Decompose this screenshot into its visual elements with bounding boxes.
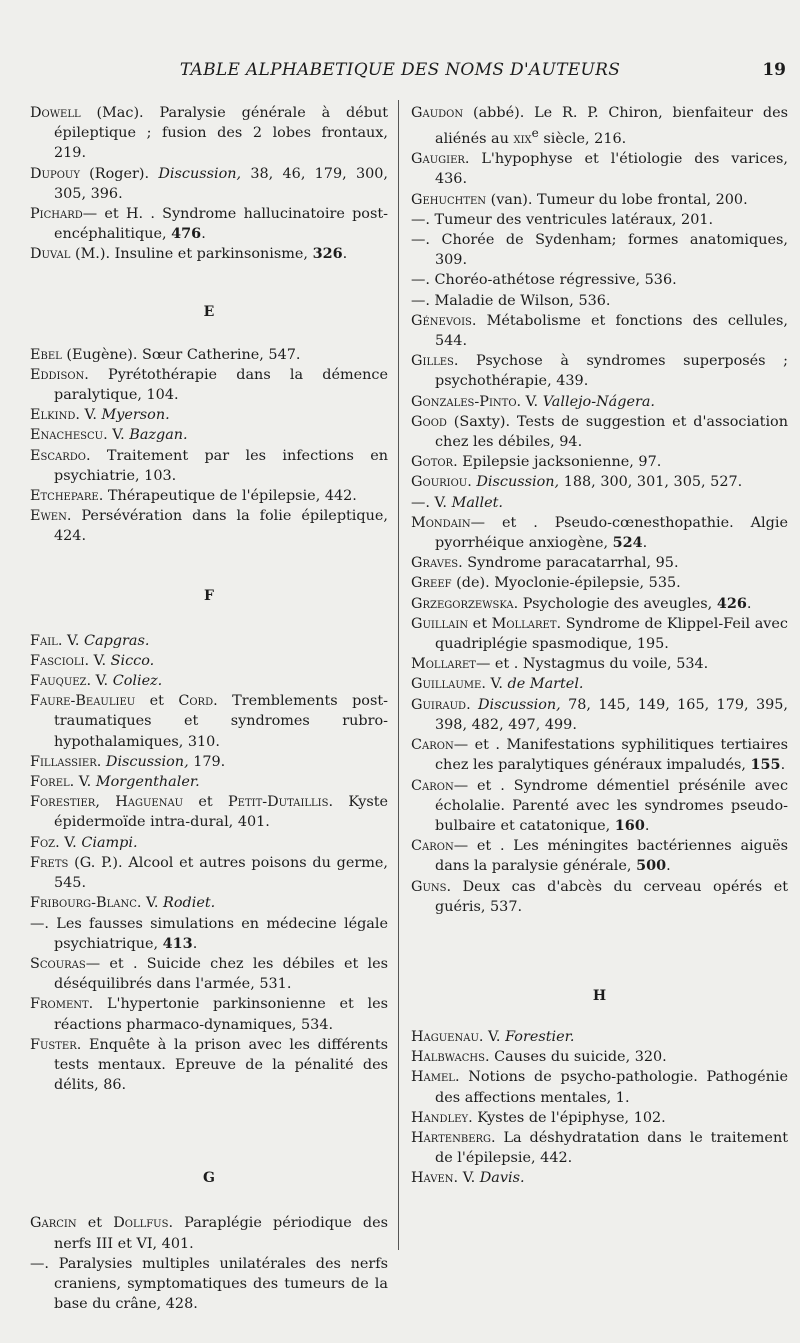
section-letter-f: F (204, 587, 214, 604)
index-entry (411, 836, 788, 876)
author-name: Frets (30, 854, 69, 871)
running-title: TABLE ALPHABETIQUE DES NOMS D'AUTEURS (179, 60, 621, 80)
index-entry (411, 291, 788, 311)
entry-text: . Enquête à la prison avec les différents tests mentaux. Epreuve de la pénalité des délits, 86. (54, 1036, 388, 1094)
page-ref-bold: 160 (614, 816, 645, 834)
index-entry (411, 594, 788, 614)
author-name: Caron (411, 737, 454, 754)
author-name: Mollaret (411, 656, 476, 673)
entry-text: . L'hypophyse et l'étiologie des varices, 436. (435, 151, 788, 188)
index-entry (411, 1128, 788, 1168)
entry-text: . V. (103, 427, 130, 444)
cross-reference: Mallet. (451, 494, 503, 511)
entry-text: (van). Tumeur du lobe frontal, 200. (486, 191, 748, 208)
index-entry (411, 1027, 788, 1047)
author-name: Pichard (30, 206, 83, 223)
entry-text: — et (470, 514, 534, 531)
century-numeral: xix (513, 131, 532, 147)
author-name: Eddison (30, 366, 85, 383)
entry-text: . (192, 935, 198, 952)
author-name: Gilles (411, 353, 454, 370)
entry-text: , (95, 794, 116, 811)
entry-text: —. Les fausses simulations en médecine légale psychiatrique, (30, 915, 388, 952)
author-name: Ewen (30, 508, 67, 525)
entry-text: (Eugène). Sœur Catherine, 547. (61, 346, 301, 363)
entry-text: . V. (516, 393, 543, 410)
entry-text: . Les méningites bactériennes aiguës dans la paralysie générale, (435, 838, 789, 875)
right-column (411, 103, 788, 1189)
entry-text: — et (453, 777, 501, 794)
index-entry (30, 486, 388, 506)
author-name: Fauquez (30, 673, 87, 690)
entry-text: . (642, 535, 648, 552)
author-name: Scouras (30, 955, 86, 972)
entry-text: . V. (453, 1170, 480, 1187)
section-letter-g: G (203, 1170, 215, 1187)
index-entry (30, 103, 388, 164)
index-entry (30, 954, 388, 994)
section-letter-e: E (203, 303, 215, 320)
author-name: Etchepare (30, 488, 99, 505)
index-entry (411, 472, 788, 492)
author-name: Caron (411, 777, 454, 794)
author-name: Mondain (411, 514, 471, 531)
cross-reference: Vallejo-Nágera. (542, 393, 656, 410)
entry-text: . V. (57, 632, 84, 649)
entry-text: . Syndrome démentiel présénile avec écholalie. Parenté avec les syndromes pseudo-bulbaire et catatonique, (435, 777, 789, 834)
index-entry (411, 1168, 788, 1188)
entry-text: . (342, 246, 348, 263)
cross-reference: Capgras. (84, 632, 150, 649)
author-name: Duval (30, 246, 71, 263)
entry-text: . Persévération dans la folie épileptique, 424. (54, 508, 388, 545)
author-name: Fillassier (30, 753, 97, 770)
coauthor-name: Cord (178, 693, 214, 710)
entry-text: . V. (75, 407, 102, 424)
entry-text: . Epilepsie jacksonienne, 97. (453, 454, 662, 471)
index-entry (411, 674, 788, 694)
author-name: Gonzales-Pinto (411, 393, 517, 410)
entry-text: . Nystagmus du voile, 534. (513, 656, 709, 673)
index-entry (411, 654, 788, 674)
author-name: Fail (30, 632, 58, 649)
section-letter-h: H (592, 987, 607, 1004)
page-ref-bold: 426 (716, 594, 747, 612)
cross-reference: Ciampi. (81, 834, 138, 851)
index-entry (30, 631, 388, 651)
author-name: Guiraud (411, 696, 467, 713)
cross-reference: Discussion, (476, 474, 560, 491)
entry-text: . (644, 817, 650, 834)
entry-text: . V. (55, 834, 82, 851)
author-name: Ebel (30, 346, 62, 363)
index-entry (411, 1067, 788, 1107)
index-entry (30, 691, 388, 752)
entry-text: et (135, 693, 179, 710)
index-entry (411, 412, 788, 452)
index-entry (411, 452, 788, 472)
entry-text: . Deux cas d'abcès du cerveau opérés et guéris, 537. (435, 878, 788, 915)
author-name: Grzegorzewska (411, 595, 514, 612)
author-name: Guillaume (411, 676, 482, 693)
page-ref-bold: 524 (612, 534, 643, 552)
entry-text: . V. (478, 1028, 506, 1045)
page-header (0, 60, 800, 86)
entry-text: — et (453, 737, 496, 754)
index-entry (30, 405, 388, 425)
index-entry (30, 752, 388, 772)
author-name: Froment (30, 996, 89, 1013)
entry-text: . (780, 757, 786, 774)
entry-text: et (183, 794, 228, 811)
author-name: Graves (411, 555, 459, 572)
entry-text: —. Paralysies multiples unilatérales des nerfs craniens, symptomatiques des tumeurs de la base du crâne, 428. (30, 1255, 388, 1313)
index-entry (411, 1108, 788, 1128)
index-entry (30, 506, 388, 546)
page-ref-bold: 155 (750, 756, 781, 774)
cross-reference: Bazgan. (129, 427, 188, 444)
entry-text: et (76, 1215, 114, 1232)
entry-text: — et (453, 838, 500, 855)
index-entry (411, 270, 788, 290)
author-name: Génevois (411, 312, 472, 329)
index-entry (30, 994, 388, 1034)
entry-text: (Saxty). Tests de suggestion et d'association chez les débiles, 94. (435, 413, 788, 451)
page-number: 19 (762, 60, 786, 80)
index-entry (30, 914, 388, 954)
author-name: Fribourg-Blanc (30, 895, 137, 912)
entry-text: et (468, 615, 492, 632)
author-name: Gaudon (411, 105, 464, 121)
author-name: Elkind (30, 407, 76, 424)
author-name: Greef (411, 575, 452, 592)
entry-text: . Syndrome hallucinatoire post-encéphalitique, (54, 206, 388, 243)
index-entry (30, 893, 388, 913)
author-name: Gouriou (411, 474, 468, 491)
author-name: Haguenau (411, 1028, 479, 1045)
coauthor-name: Petit-Dutaillis (228, 794, 329, 811)
index-entry (411, 210, 788, 230)
entry-text: 78, 145, 149, 165, 179, 395, 398, 482, 497, 499. (435, 696, 788, 733)
index-entry (30, 1035, 388, 1096)
entry-text: . Pyrétothérapie dans la démence paralytique, 104. (54, 366, 388, 404)
index-entry (30, 425, 388, 445)
entry-text: —. Chorée de Sydenham; formes anatomiques, 309. (411, 232, 788, 269)
entry-text: . V. (69, 774, 96, 791)
author-name: Hamel (411, 1069, 455, 1086)
entry-text: . Métabolisme et fonctions des cellules, 544. (435, 312, 788, 350)
cross-reference: Morgenthaler. (95, 774, 200, 791)
entry-text: — et (85, 955, 133, 972)
author-name: Hartenberg (411, 1129, 492, 1146)
entry-text: siècle, 216. (538, 131, 627, 147)
entry-text: —. Choréo-athétose régressive, 536. (411, 272, 677, 289)
cross-reference: Rodiet. (163, 895, 216, 912)
entry-text: (G. P.). Alcool et autres poisons du germe, 545. (54, 854, 388, 892)
cross-reference: de Martel. (507, 676, 584, 693)
entry-text: . Syndrome paracatarrhal, 95. (458, 555, 679, 572)
superscript: e (531, 126, 539, 141)
index-entry (411, 149, 788, 189)
entry-text: . (201, 226, 206, 243)
index-entry (30, 1254, 388, 1315)
entry-text: . Psychologie des aveugles, (513, 595, 717, 612)
cross-reference: Davis. (479, 1170, 525, 1187)
index-entry (411, 513, 788, 553)
page-ref-bold: 413 (162, 934, 193, 952)
author-name: Escardo (30, 447, 86, 464)
cross-reference: Discussion, (105, 753, 189, 770)
entry-text: . Suicide chez les débiles et les déséquilibrés dans l'armée, 531. (54, 955, 389, 993)
entry-text: . Kystes de l'épiphyse, 102. (468, 1109, 666, 1126)
entry-text: (M.). Insuline et parkinsonisme, (70, 246, 313, 263)
entry-text: . Causes du suicide, 320. (485, 1049, 667, 1066)
index-entry (411, 493, 788, 513)
index-entry (30, 792, 388, 832)
entry-text: . (467, 474, 477, 491)
cross-reference: Coliez. (112, 673, 163, 690)
entry-text: 38, 46, 179, 300, 305, 396. (54, 165, 388, 202)
entry-text: . Kyste épidermoïde intra-dural, 401. (54, 794, 389, 831)
author-name: Good (411, 413, 447, 430)
entry-text: . Tremblements post-traumatiques et syndromes rubro-hypothalamiques, 310. (54, 693, 388, 750)
author-name: Caron (411, 838, 454, 855)
author-name: Gehuchten (411, 191, 487, 208)
entry-text: — et (475, 656, 514, 673)
index-entry (30, 853, 388, 893)
entry-text: (de). Myoclonie-épilepsie, 535. (451, 575, 681, 592)
author-name: Dowell (30, 105, 81, 121)
index-entry (411, 351, 788, 391)
index-entry (411, 230, 788, 270)
author-name: Guillain (411, 615, 469, 632)
author-name: Foz (30, 834, 56, 851)
entry-text: 188, 300, 301, 305, 527. (559, 474, 743, 491)
entry-text: . Syndrome de Klippel-Feil avec quadriplégie spasmodique, 195. (435, 615, 788, 653)
index-entry (30, 1213, 388, 1253)
index-entry (30, 833, 388, 853)
index-entry (411, 695, 788, 735)
entry-text: . V. (136, 895, 164, 912)
author-name: Gotor (411, 454, 454, 471)
page-ref-bold: 326 (312, 245, 343, 263)
entry-text: (abbé). Le R. P. Chiron, bienfaiteur des aliénés au (435, 105, 788, 147)
page-ref-bold: 500 (636, 857, 667, 875)
index-entry (30, 244, 388, 264)
index-entry (411, 190, 788, 210)
index-entry (411, 614, 788, 654)
index-entry (411, 103, 788, 149)
coauthor-name: Mollaret (491, 615, 557, 632)
index-entry (30, 772, 388, 792)
author-name: Garcin (30, 1215, 77, 1232)
cross-reference: Discussion, (478, 696, 561, 713)
entry-text: —. Tumeur des ventricules latéraux, 201. (411, 211, 714, 228)
author-name: Guns (411, 878, 447, 895)
entry-text: . Manifestations syphilitiques tertiaires chez les paralytiques généraux impaludés, (435, 737, 788, 774)
author-name: Enachescu (30, 427, 104, 444)
cross-reference: Sicco. (110, 652, 155, 669)
entry-text: —. V. (411, 494, 452, 511)
author-name: Haven (411, 1170, 454, 1187)
author-name: Fascioli (30, 652, 85, 669)
entry-text: . Pseudo-cœnesthopathie. Algie pyorrhéique anxiogène, (435, 514, 788, 552)
entry-text: . (666, 858, 671, 875)
cross-reference: Myerson. (101, 407, 170, 424)
index-entry (30, 446, 388, 486)
index-entry (411, 877, 788, 917)
cross-reference: Discussion, (158, 165, 242, 182)
author-name: Gaugier (411, 151, 465, 168)
page-ref-bold: 476 (171, 225, 202, 243)
author-name: Halbwachs (411, 1049, 485, 1066)
index-entry (411, 311, 788, 351)
index-entry (411, 1047, 788, 1067)
index-entry (411, 392, 788, 412)
index-entry (411, 735, 788, 775)
index-entry (411, 776, 788, 837)
index-entry (30, 345, 388, 365)
left-column (30, 103, 388, 1314)
entry-text: . V. (481, 676, 508, 693)
entry-text: . Psychose à syndromes superposés ; psychothérapie, 439. (435, 353, 788, 390)
author-name: Dupouy (30, 165, 80, 182)
entry-text: . Traitement par les infections en psychiatrie, 103. (54, 447, 388, 484)
entry-text: . La déshydratation dans le traitement de l'épilepsie, 442. (435, 1129, 788, 1167)
index-entry (30, 671, 388, 691)
entry-text: (Mac). Paralysie générale à début épileptique ; fusion des 2 lobes frontaux, 219. (54, 105, 388, 162)
entry-text: 179. (188, 753, 226, 770)
index-entry (411, 573, 788, 593)
author-name: Handley (411, 1109, 469, 1126)
index-entry (411, 553, 788, 573)
entry-text: . (466, 696, 479, 713)
entry-text: — et H. (82, 206, 151, 223)
entry-text: —. Maladie de Wilson, 536. (411, 292, 611, 309)
author-name: Fuster (30, 1036, 77, 1053)
entry-text: . (96, 753, 106, 770)
entry-text: . (746, 595, 752, 612)
entry-text: . Paraplégie périodique des nerfs III et VI, 401. (54, 1215, 388, 1252)
entry-text: . V. (86, 673, 113, 690)
author-name: Forestier (30, 794, 96, 811)
entry-text: . V. (84, 652, 111, 669)
entry-text: . Thérapeutique de l'épilepsie, 442. (98, 488, 357, 505)
index-entry (30, 204, 388, 244)
entry-text: (Roger). (79, 165, 159, 182)
author-name: Forel (30, 774, 70, 791)
entry-text: . Notions de psycho-pathologie. Pathogénie des affections mentales, 1. (435, 1069, 788, 1106)
author-name: Faure-Beaulieu (30, 693, 136, 710)
coauthor-name: Haguenau (115, 794, 184, 811)
column-divider (398, 100, 399, 1250)
index-entry (30, 164, 388, 204)
index-entry (30, 651, 388, 671)
coauthor-name: Dollfus (113, 1215, 169, 1232)
cross-reference: Forestier. (505, 1028, 575, 1045)
index-entry (30, 365, 388, 405)
entry-text: . L'hypertonie parkinsonienne et les réactions pharmaco-dynamiques, 534. (54, 996, 388, 1033)
